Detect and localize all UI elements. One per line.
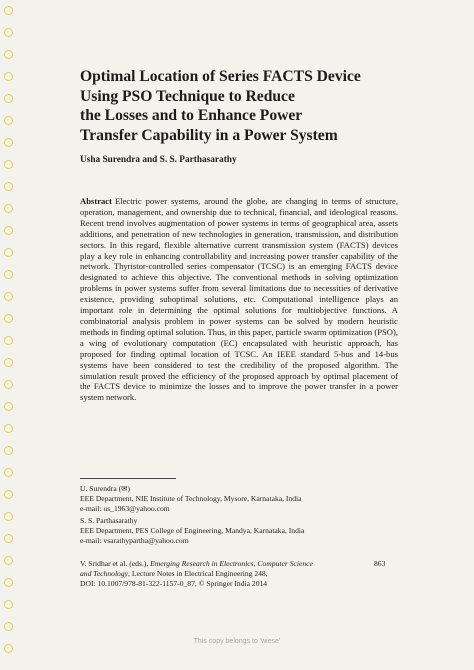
binder-hole (4, 292, 13, 301)
citation-doi: DOI: 10.1007/978-81-322-1157-0_87, © Springer India 2014 (80, 579, 268, 588)
footnote-author-name: U. Surendra (✉) (80, 484, 131, 493)
author-list: Usha Surendra and S. S. Parthasarathy (80, 155, 237, 165)
binder-hole (4, 512, 13, 521)
binder-hole (4, 248, 13, 257)
abstract (80, 196, 398, 403)
binder-hole (4, 116, 13, 125)
author-footnote (80, 516, 410, 546)
binder-hole (4, 226, 13, 235)
binder-hole (4, 50, 13, 59)
citation-line-1 (80, 559, 380, 569)
binder-hole (4, 182, 13, 191)
binder-hole (4, 490, 13, 499)
binder-hole (4, 556, 13, 565)
binder-hole (4, 578, 13, 587)
footnote-affiliation: EEE Department, PES College of Engineering, Mandya, Karnataka, India (80, 526, 305, 535)
binder-hole (4, 622, 13, 631)
footnote-affiliation: EEE Department, NIE Institute of Technology, Mysore, Karnataka, India (80, 494, 302, 503)
binder-hole (4, 644, 13, 653)
binder-hole (4, 28, 13, 37)
binder-holes (3, 6, 13, 666)
binder-hole (4, 380, 13, 389)
title-line: Transfer Capability in a Power System (80, 126, 338, 144)
title-line: the Losses and to Enhance Power (80, 107, 303, 124)
binder-hole (4, 138, 13, 147)
citation-editors: V. Sridhar et al. (eds.), (80, 559, 151, 568)
citation-line-2 (80, 569, 380, 579)
binder-hole (4, 600, 13, 609)
binder-hole (4, 270, 13, 279)
footnote-author-name: S. S. Parthasarathy (80, 516, 138, 525)
binder-hole (4, 468, 13, 477)
binder-hole (4, 6, 13, 15)
binder-hole (4, 314, 13, 323)
paper-title (80, 67, 420, 145)
binder-hole (4, 160, 13, 169)
binder-hole (4, 446, 13, 455)
title-line: Optimal Location of Series FACTS Device (80, 68, 361, 85)
footnote-email: e-mail: us_1963@yahoo.com (80, 504, 170, 513)
citation-book-title: Emerging Research in Electronics, Computer Science (150, 559, 313, 568)
binder-hole (4, 424, 13, 433)
binder-hole (4, 534, 13, 543)
binder-hole (4, 204, 13, 213)
author-footnote (80, 484, 410, 514)
page-number: 863 (374, 559, 386, 568)
footnote-rule (80, 478, 176, 479)
binder-hole (4, 358, 13, 367)
binder-hole (4, 402, 13, 411)
citation-book-title-cont: and Technology (80, 569, 129, 578)
binder-hole (4, 336, 13, 345)
citation (80, 559, 380, 589)
abstract-text: Electric power systems, around the globe, are changing in terms of structure, operation, management, and ownership due to technical, financial, and ideological reasons. Recent trend involves augmentation of power systems in terms of geographical area, assets additions, and penetration of new technologies in generation, transmission, and distribution sectors. In this regard, flexible alternative current transmission system (FACTS) devices play a key role in enhancing controllability and increasing power transfer capability of the network. Thyristor-controlled series compensator (TCSC) is an emerging FACTS device designated to achieve this objective. The conventional methods in solving optimization problems in power systems suffer from several limitations due to necessities of derivative existence, providing suboptimal solutions, etc. Computational intelligence plays an important role in determining the optimal solutions for multiobjective functions. A combinatorial analysis problem in power systems can be solved by modern heuristic methods in finding optimal solution. Thus, in this paper, particle swarm optimization (PSO), a wing of evolutionary computation (EC) encapsulated with heuristic approach, has proposed for finding optimal location of TCSC. An IEEE standard 5-bus and 14-bus systems have been considered to test the credibility of the proposed algorithm. The simulation result proved the efficiency of the proposed approach by optimal placement of the FACTS device to minimize the losses and to improve the power transfer in a power system network. (80, 196, 398, 403)
binder-hole (4, 94, 13, 103)
binder-hole (4, 72, 13, 81)
watermark: This copy belongs to 'wiese' (193, 638, 281, 645)
footnote-email: e-mail: vsarathypartha@yahoo.com (80, 536, 189, 545)
citation-series: , Lecture Notes in Electrical Engineering 248, (128, 569, 268, 578)
title-line: Using PSO Technique to Reduce (80, 87, 295, 105)
abstract-label: Abstract (80, 196, 112, 206)
